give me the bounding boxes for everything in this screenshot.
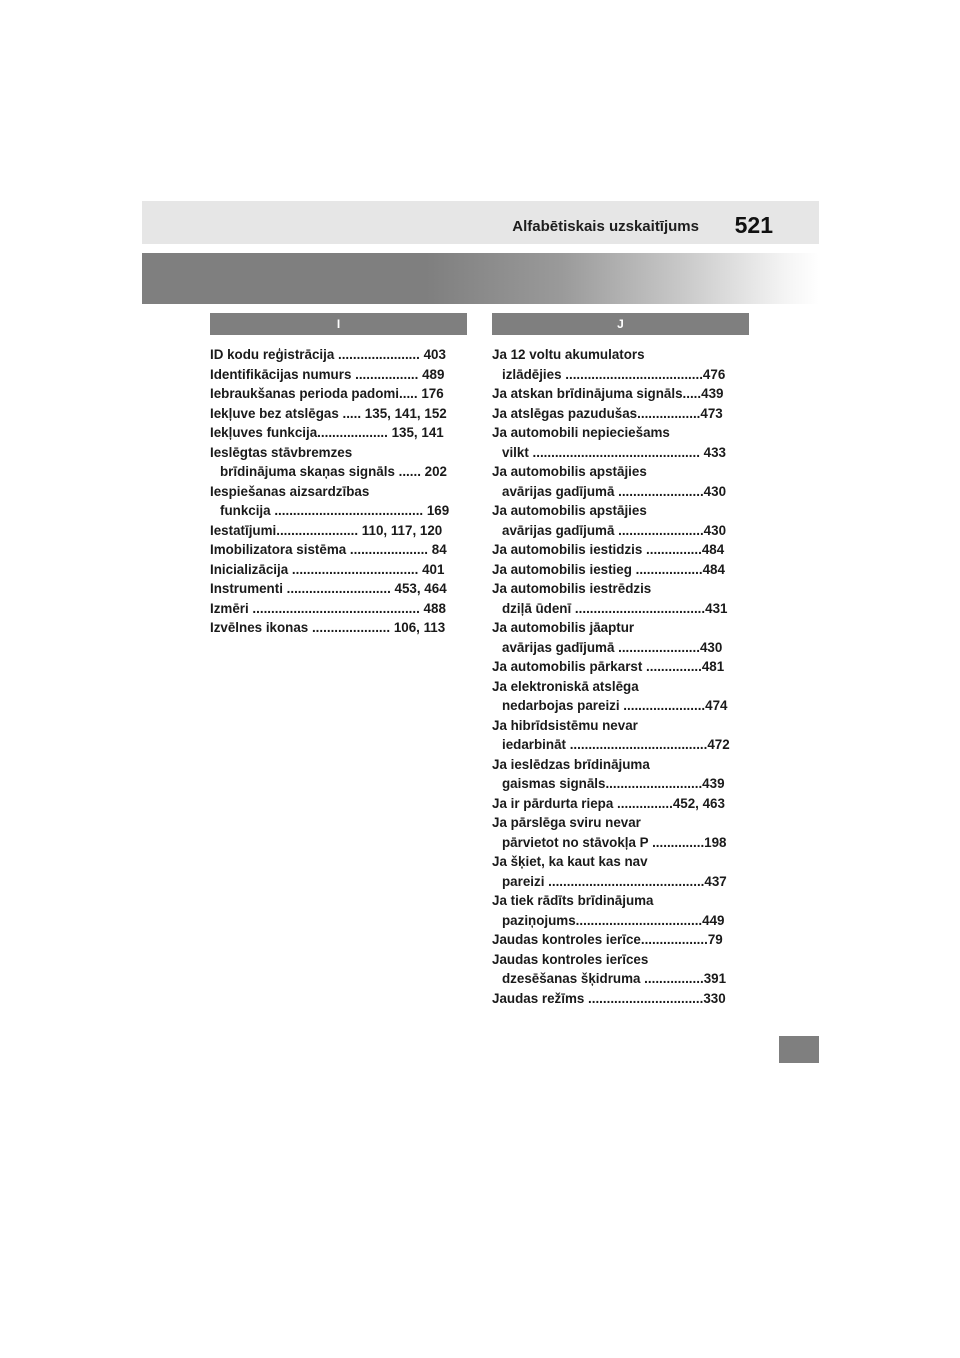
entry-line: Ja tiek rādīts brīdinājuma [492,893,654,908]
index-entry [492,560,749,580]
entry-continuation-line: gaismas signāls..........................439 [502,776,725,791]
entry-line: Ja elektroniskā atslēga [492,678,639,694]
index-entry [210,404,467,424]
entry-line: Jaudas kontroles ierīce..................79 [492,932,723,947]
entry-list-i [210,345,467,638]
entry-line: Instrumenti ............................ 453, 464 [210,581,447,596]
entry-line: Inicializācija .................................. 401 [210,561,445,577]
entry-line: Ieslēgtas stāvbremzes [210,444,353,460]
index-entry [210,579,467,599]
entry-line: Ja automobilis iestidzis ...............484 [492,542,725,557]
entry-line: Jaudas režīms ...............................330 [492,990,726,1006]
index-entry [492,618,749,657]
entry-line: Ja hibrīdsistēmu nevar [492,717,638,733]
letter-heading-i: I [210,313,467,335]
entry-continuation-line: avārijas gadījumā ......................430 [502,639,723,655]
entry-line: Ja automobilis apstājies [492,503,647,518]
index-entry [492,657,749,677]
entry-continuation-line: paziņojums..................................449 [502,912,725,928]
entry-line: Ja automobilis iestrēdzis [492,581,652,596]
index-entry [210,560,467,580]
section-thumb-tab [779,1036,819,1063]
index-entry [492,930,749,950]
entry-line: ID kodu reģistrācija ...................... 403 [210,347,446,362]
section-title: Alfabētiskais uzskaitījums [512,218,699,235]
index-entry [210,521,467,541]
entry-list-j [492,345,749,1008]
index-entry [210,540,467,560]
entry-line: Ja pārslēga sviru nevar [492,815,641,830]
entry-continuation-line: vilkt ............................................. 433 [502,444,726,460]
entry-line: Iebraukšanas perioda padomi..... 176 [210,386,444,401]
entry-line: Ja automobilis iestieg ..................484 [492,561,725,577]
entry-continuation-line: brīdinājuma skaņas signāls ...... 202 [220,464,447,479]
entry-line: Ja ir pārdurta riepa ...............452, 463 [492,795,725,811]
entry-line: Identifikācijas numurs ................. 489 [210,366,445,382]
entry-continuation-line: nedarbojas pareizi ......................474 [502,698,728,713]
entry-line: Imobilizatora sistēma ..................... 84 [210,542,447,557]
index-entry [210,345,467,365]
index-entry [492,852,749,891]
entry-line: Izvēlnes ikonas ..................... 106, 113 [210,620,446,635]
entry-line: Jaudas kontroles ierīces [492,951,649,967]
index-entry [492,423,749,462]
index-entry [210,599,467,619]
entry-line: Ja automobilis jāaptur [492,620,635,635]
entry-line: Ja automobilis apstājies [492,464,647,479]
entry-continuation-line: dziļā ūdenī ...................................431 [502,600,728,616]
index-column-j [492,313,749,1008]
index-entry [492,813,749,852]
index-entry [492,755,749,794]
entry-continuation-line: iedarbināt .....................................472 [502,737,730,752]
entry-continuation-line: pārvietot no stāvokļa P ..............198 [502,834,727,850]
entry-continuation-line: izlādējies .....................................476 [502,366,726,382]
entry-line: Ja 12 voltu akumulators [492,347,645,362]
index-entry [492,950,749,989]
entry-continuation-line: funkcija ........................................ 169 [220,503,450,518]
entry-line: Ja automobili nepieciešams [492,425,670,440]
index-entry [210,618,467,638]
entry-line: Ja atskan brīdinājuma signāls.....439 [492,386,724,401]
entry-line: Iespiešanas aizsardzības [210,483,370,499]
page-header [142,201,819,244]
index-entry [492,891,749,930]
entry-line: Izmēri ............................................. 488 [210,600,446,616]
index-entry [492,579,749,618]
entry-line: Iekļuve bez atslēgas ..... 135, 141, 152 [210,405,447,421]
index-entry [492,384,749,404]
entry-line: Iestatījumi...................... 110, 117, 120 [210,522,443,538]
letter-heading-j: J [492,313,749,335]
index-entry [492,794,749,814]
page-number: 521 [734,212,773,238]
entry-line: Ja atslēgas pazudušas.................473 [492,405,723,421]
entry-continuation-line: pareizi ..........................................437 [502,873,727,889]
index-entry [492,501,749,540]
index-entry [492,345,749,384]
index-entry [492,677,749,716]
entry-line: Ja ieslēdzas brīdinājuma [492,756,650,772]
index-entry [210,423,467,443]
index-entry [492,989,749,1009]
entry-continuation-line: avārijas gadījumā .......................430 [502,522,727,538]
index-entry [492,540,749,560]
index-entry [210,482,467,521]
index-entry [492,462,749,501]
entry-continuation-line: avārijas gadījumā .......................430 [502,483,727,499]
index-entry [210,365,467,385]
index-column-i [210,313,467,638]
entry-continuation-line: dzesēšanas šķidruma ................391 [502,971,727,986]
index-entry [492,404,749,424]
entry-line: Ja šķiet, ka kaut kas nav [492,854,648,869]
index-entry [492,716,749,755]
index-entry [210,443,467,482]
decorative-gradient-band [142,253,819,304]
entry-line: Iekļuves funkcija................... 135, 141 [210,425,444,440]
index-entry [210,384,467,404]
entry-line: Ja automobilis pārkarst ...............481 [492,659,725,674]
